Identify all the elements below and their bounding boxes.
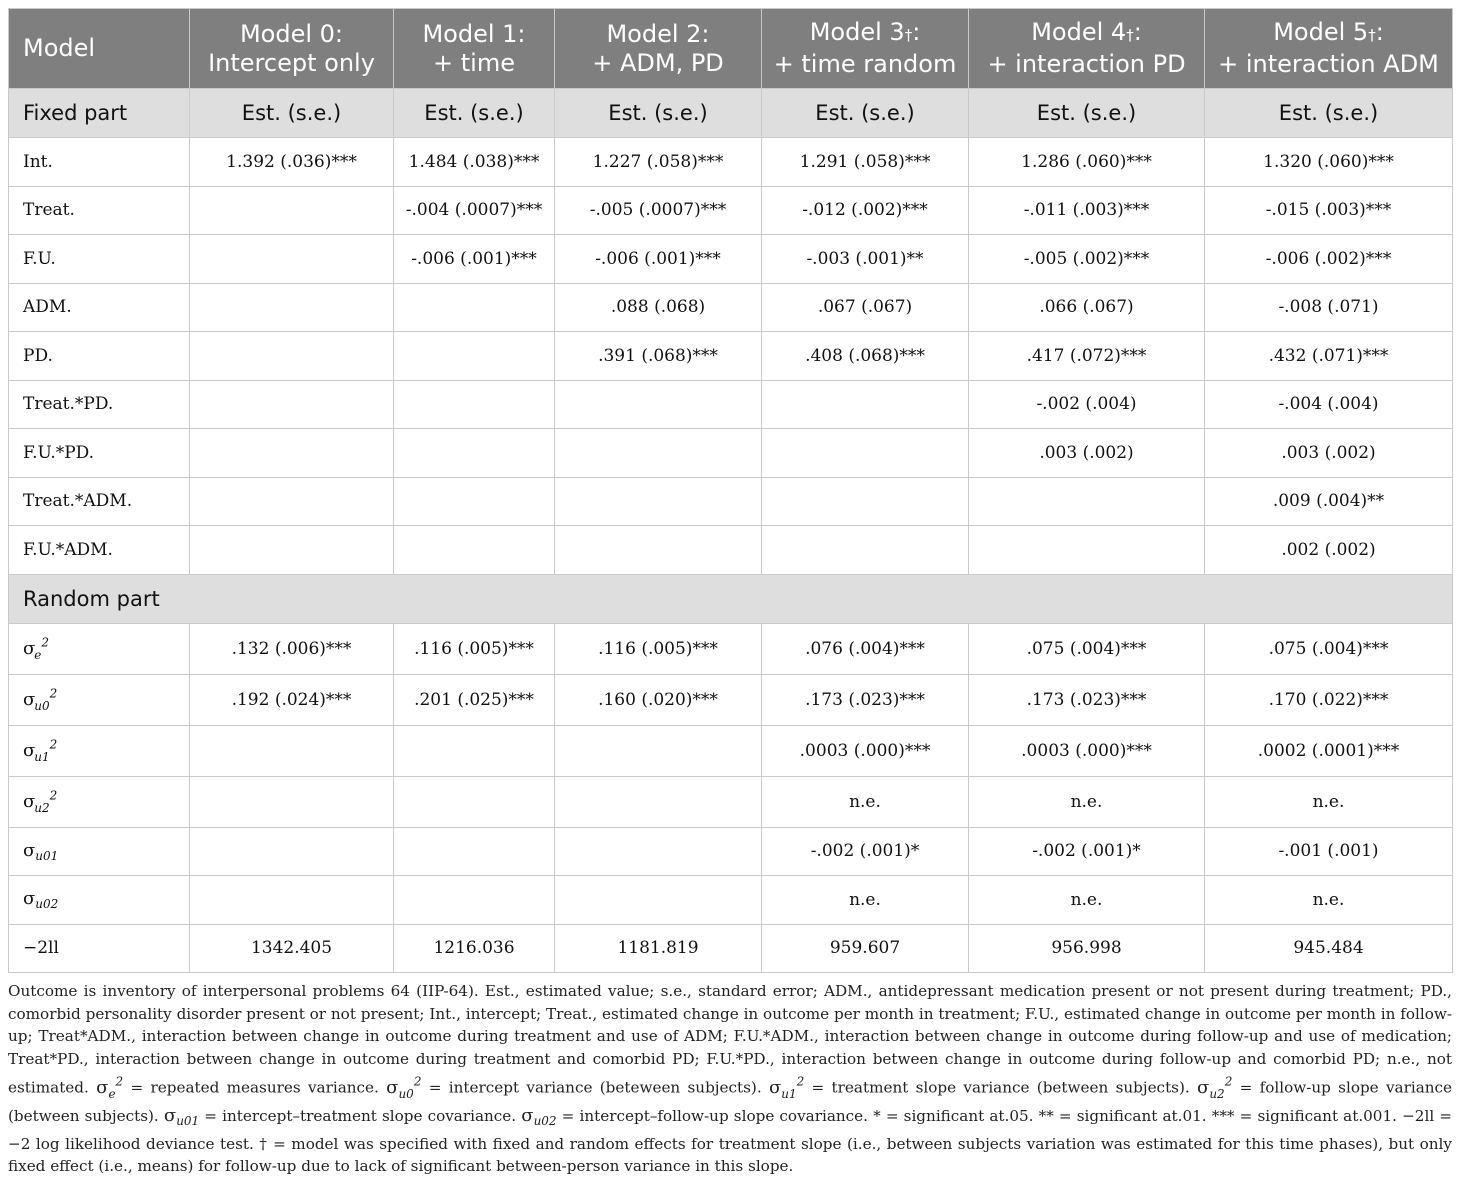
estimate-cell [394,876,555,925]
random-part-section [9,574,1453,623]
estimate-cell [555,380,762,429]
estimate-cell [394,725,555,776]
estimate-cell [190,186,394,235]
estimate-cell [190,725,394,776]
est-label: Est. (s.e.) [394,89,555,138]
estimate-cell [394,380,555,429]
section-label: Random part [9,574,1453,623]
estimate-cell: .002 (.002) [1205,526,1453,575]
estimate-cell [555,776,762,827]
row-label: ADM. [9,283,190,332]
variance-label: $\sigma_{u0}^2$ [9,674,190,725]
variance-label: $\sigma_{u1}^2$ [9,725,190,776]
estimate-cell: 1.320 (.060)*** [1205,138,1453,187]
table-row [9,283,1453,332]
variance-label: $\sigma_{u2}^2$ [9,776,190,827]
estimate-cell: .116 (.005)*** [555,623,762,674]
estimate-cell: -.002 (.004) [969,380,1205,429]
estimate-cell [555,429,762,478]
header-model-3: Model 3†: + time random [762,9,969,89]
row-label: Treat. [9,186,190,235]
estimate-cell: .066 (.067) [969,283,1205,332]
estimate-cell: -.004 (.004) [1205,380,1453,429]
table-row [9,235,1453,284]
row-label: Treat.*PD. [9,380,190,429]
estimate-cell: .0002 (.0001)*** [1205,725,1453,776]
estimate-cell [394,429,555,478]
row-label: F.U.*PD. [9,429,190,478]
sigma-u01-symbol: $\sigma_{u01}$ [163,1105,200,1129]
estimate-cell [394,283,555,332]
estimate-cell: .003 (.002) [969,429,1205,478]
estimate-cell: 1181.819 [555,924,762,973]
header-model-0: Model 0: Intercept only [190,9,394,89]
estimate-cell: .009 (.004)** [1205,477,1453,526]
estimate-cell: .0003 (.000)*** [762,725,969,776]
estimate-cell [190,283,394,332]
estimate-cell: n.e. [969,876,1205,925]
estimate-cell [394,827,555,876]
estimate-cell: 959.607 [762,924,969,973]
estimate-cell: 1.291 (.058)*** [762,138,969,187]
table-row [9,623,1453,674]
estimate-cell: n.e. [1205,876,1453,925]
estimate-cell: .116 (.005)*** [394,623,555,674]
estimate-cell: 1342.405 [190,924,394,973]
estimate-cell [762,477,969,526]
estimate-cell: n.e. [762,776,969,827]
footnote-sigma-u0: = intercept variance (beteween subjects). [421,1078,762,1097]
sigma-u02-symbol: $\sigma_{u02}$ [521,1105,557,1129]
estimate-cell: .003 (.002) [1205,429,1453,478]
estimate-cell: 1.484 (.038)*** [394,138,555,187]
estimate-cell: .160 (.020)*** [555,674,762,725]
table-row [9,429,1453,478]
estimate-cell: n.e. [969,776,1205,827]
est-label: Est. (s.e.) [555,89,762,138]
footnote-sigma-u1: = treatment slope variance (between subjects). [804,1078,1190,1097]
estimate-cell: 1.392 (.036)*** [190,138,394,187]
table-row [9,477,1453,526]
estimate-cell: .0003 (.000)*** [969,725,1205,776]
estimate-cell: -.006 (.001)*** [555,235,762,284]
estimate-cell: -.005 (.002)*** [969,235,1205,284]
row-label: F.U.*ADM. [9,526,190,575]
estimate-cell [555,876,762,925]
footnote-sigma-u2: = follow-up slope variance (between subjects). [8,1078,1453,1126]
estimate-cell: -.008 (.071) [1205,283,1453,332]
estimate-cell: .132 (.006)*** [190,623,394,674]
table-row [9,138,1453,187]
footnote-significance: * = significant at.05. ** = significant at.01. *** = significant at.001. −2ll = −2 log likelihood deviance test. † = model was specified with fixed and random effects for treatment slope (i.e., between subjects variation was estimated for this time phases), but only fixed effect (i.e., means) for follow-up due to lack of significant between-person variance in this slope. [8,1107,1453,1176]
estimate-cell: -.002 (.001)* [969,827,1205,876]
table-container [8,8,1452,973]
estimate-cell: .173 (.023)*** [969,674,1205,725]
estimate-cell: 1.286 (.060)*** [969,138,1205,187]
estimate-cell: -.005 (.0007)*** [555,186,762,235]
estimate-cell [190,235,394,284]
table-row [9,827,1453,876]
fixed-part-section [9,89,1453,138]
estimate-cell: -.001 (.001) [1205,827,1453,876]
header-row [9,9,1453,89]
estimate-cell: .201 (.025)*** [394,674,555,725]
estimate-cell [394,332,555,381]
row-label: PD. [9,332,190,381]
table-row [9,725,1453,776]
estimate-cell [969,526,1205,575]
estimate-cell [555,526,762,575]
header-model-2: Model 2: + ADM, PD [555,9,762,89]
estimate-cell [190,429,394,478]
header-model-5: Model 5†: + interaction ADM [1205,9,1453,89]
header-model-label: Model [9,9,190,89]
estimate-cell [190,332,394,381]
estimate-cell [762,429,969,478]
estimate-cell: -.012 (.002)*** [762,186,969,235]
estimate-cell: n.e. [1205,776,1453,827]
footnote-abbreviations: Outcome is inventory of interpersonal problems 64 (IIP-64). Est., estimated value; s.e., standard error; ADM., antidepressant medication present or not present during treatment; PD., comorbid personality disorder present or not present; Int., intercept; Treat., estimated change in outcome per month in treatment; F.U., estimated change in outcome per month in follow-up; Treat*ADM., interaction between change in outcome during treatment and use of ADM; F.U.*ADM., interaction between change in outcome during follow-up and use of medication; Treat*PD., interaction between change in outcome during treatment and comorbid PD; F.U.*PD., interaction between change in outcome during follow-up and comorbid PD; n.e., not estimated. [8,982,1452,1097]
estimate-cell: 1.227 (.058)*** [555,138,762,187]
estimate-cell [555,725,762,776]
variance-label: $\sigma_{u01}$ [9,827,190,876]
estimate-cell: .417 (.072)*** [969,332,1205,381]
sigma-u2-symbol: $\sigma_{u2}^2$ [1197,1074,1233,1101]
estimate-cell: -.015 (.003)*** [1205,186,1453,235]
sigma-u1-symbol: $\sigma_{u1}^2$ [768,1074,805,1101]
est-label: Est. (s.e.) [969,89,1205,138]
table-row [9,186,1453,235]
estimate-cell [762,380,969,429]
table-row [9,776,1453,827]
estimate-cell: .170 (.022)*** [1205,674,1453,725]
estimate-cell: -.006 (.002)*** [1205,235,1453,284]
estimate-cell [394,526,555,575]
estimate-cell: .192 (.024)*** [190,674,394,725]
est-label: Est. (s.e.) [1205,89,1453,138]
estimate-cell: .173 (.023)*** [762,674,969,725]
table-row [9,526,1453,575]
estimate-cell: .076 (.004)*** [762,623,969,674]
estimate-cell [190,477,394,526]
estimate-cell [394,477,555,526]
estimate-cell: -.006 (.001)*** [394,235,555,284]
variance-label: −2ll [9,924,190,973]
footnote-sigma-u01: = intercept–treatment slope covariance. [199,1107,517,1126]
est-label: Est. (s.e.) [762,89,969,138]
variance-label: $\sigma_e^2$ [9,623,190,674]
estimate-cell: .432 (.071)*** [1205,332,1453,381]
variance-label: $\sigma_{u02}$ [9,876,190,925]
estimate-cell: -.003 (.001)** [762,235,969,284]
estimate-cell: -.004 (.0007)*** [394,186,555,235]
row-label: Treat.*ADM. [9,477,190,526]
table-row [9,380,1453,429]
table-row [9,674,1453,725]
estimate-cell: .075 (.004)*** [969,623,1205,674]
est-label: Est. (s.e.) [190,89,394,138]
table-row [9,924,1453,973]
section-label: Fixed part [9,89,190,138]
estimate-cell: .391 (.068)*** [555,332,762,381]
footnote-sigma-u02: = intercept–follow-up slope covariance. [556,1107,868,1126]
estimate-cell [762,526,969,575]
row-label: Int. [9,138,190,187]
estimate-cell [555,827,762,876]
estimate-cell [190,876,394,925]
estimate-cell: -.002 (.001)* [762,827,969,876]
estimate-cell [969,477,1205,526]
estimate-cell: 956.998 [969,924,1205,973]
table-row [9,876,1453,925]
estimate-cell [190,380,394,429]
estimate-cell: .075 (.004)*** [1205,623,1453,674]
results-table [8,8,1453,973]
estimate-cell: 945.484 [1205,924,1453,973]
estimate-cell: n.e. [762,876,969,925]
footnote-sigma-e: = repeated measures variance. [123,1078,379,1097]
estimate-cell: -.011 (.003)*** [969,186,1205,235]
row-label: F.U. [9,235,190,284]
table-row [9,332,1453,381]
estimate-cell: .408 (.068)*** [762,332,969,381]
sigma-u0-symbol: $\sigma_{u0}^2$ [386,1074,422,1101]
estimate-cell [190,827,394,876]
header-model-1: Model 1: + time [394,9,555,89]
estimate-cell [190,776,394,827]
header-model-4: Model 4†: + interaction PD [969,9,1205,89]
estimate-cell [190,526,394,575]
sigma-e-symbol: $\sigma_e^2$ [96,1074,124,1101]
estimate-cell [394,776,555,827]
table-footnote [8,980,1452,1178]
estimate-cell: 1216.036 [394,924,555,973]
estimate-cell [555,477,762,526]
estimate-cell: .088 (.068) [555,283,762,332]
estimate-cell: .067 (.067) [762,283,969,332]
